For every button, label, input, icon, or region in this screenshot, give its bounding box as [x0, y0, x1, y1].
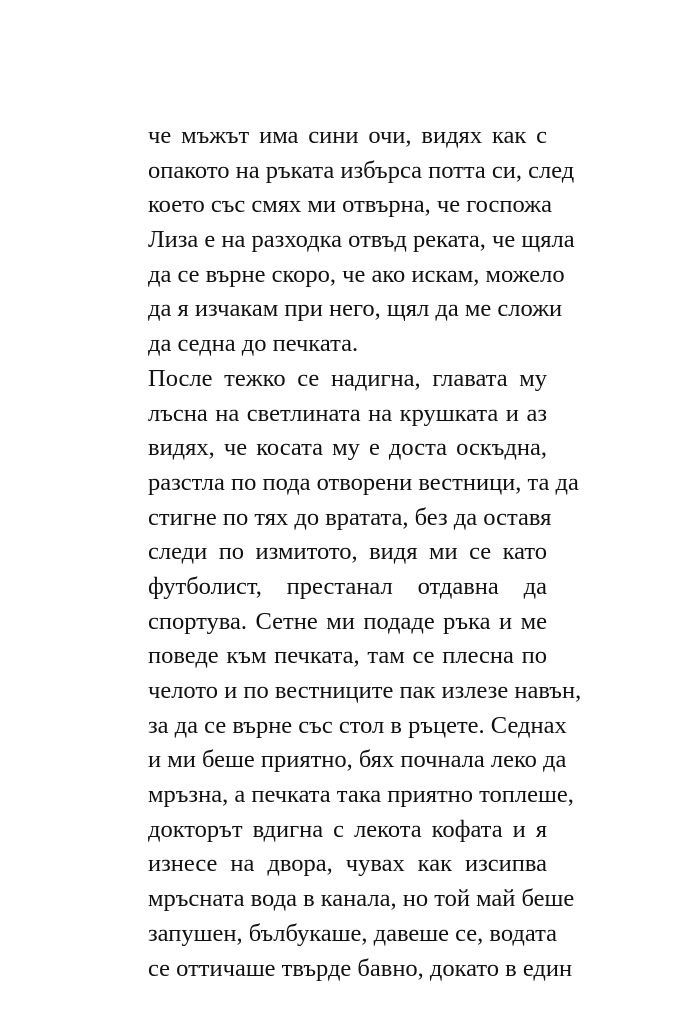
text-line: и ми беше приятно, бях почнала леко да [148, 746, 567, 774]
text-line: мръзна, а печката така приятно топлеше, [148, 781, 574, 809]
text-line: стигне по тях до вратата, без да оставя [148, 503, 552, 531]
text-line: запушен, бълбукаше, давеше се, водата [148, 919, 557, 947]
text-line: разстла по пода отворени вестници, та да [148, 468, 579, 496]
text-line: опакото на ръката избърса потта си, след [148, 156, 575, 184]
text-line: спортува. Сетне ми подаде ръка и ме [148, 607, 547, 635]
text-line: че мъжът има сини очи, видях как с [148, 122, 547, 149]
text-line [148, 986, 547, 1021]
text-line: лъсна на светлината на крушката и аз [148, 399, 547, 427]
text-line: което със смях ми отвърна, че госпожа [148, 191, 552, 219]
text-line: челото и по вестниците пак излезе навън, [148, 677, 582, 704]
text-line-indented [148, 362, 547, 397]
text-line: видях, че косата му е доста оскъдна, [148, 434, 547, 462]
text-line: да седна до печката. [148, 330, 359, 358]
text-line: изнесе на двора, чувах как изсипва [148, 850, 547, 878]
text-line: мръсната вода в канала, но той май беше [148, 885, 575, 913]
text-line: докторът вдигна с лекота кофата и я [148, 815, 547, 843]
text-line-content: После тежко се надигна, главата му [148, 364, 547, 392]
text-line: за да се върне със стол в ръцете. Седнах [148, 711, 567, 739]
text-line: футболист, престанал отдавна да [148, 572, 547, 600]
text-line: да се върне скоро, че ако искам, можело [148, 260, 565, 288]
body-text [148, 119, 582, 1021]
text-line: следи по измитото, видя ми се като [148, 538, 547, 566]
text-line: да я изчакам при него, щял да ме сложи [148, 295, 563, 323]
text-line: се оттичаше твърде бавно, докато в един [148, 954, 573, 982]
text-line: поведе към печката, там се плесна по [148, 642, 547, 670]
text-line: Лиза е на разходка отвъд реката, че щяла [148, 226, 575, 254]
